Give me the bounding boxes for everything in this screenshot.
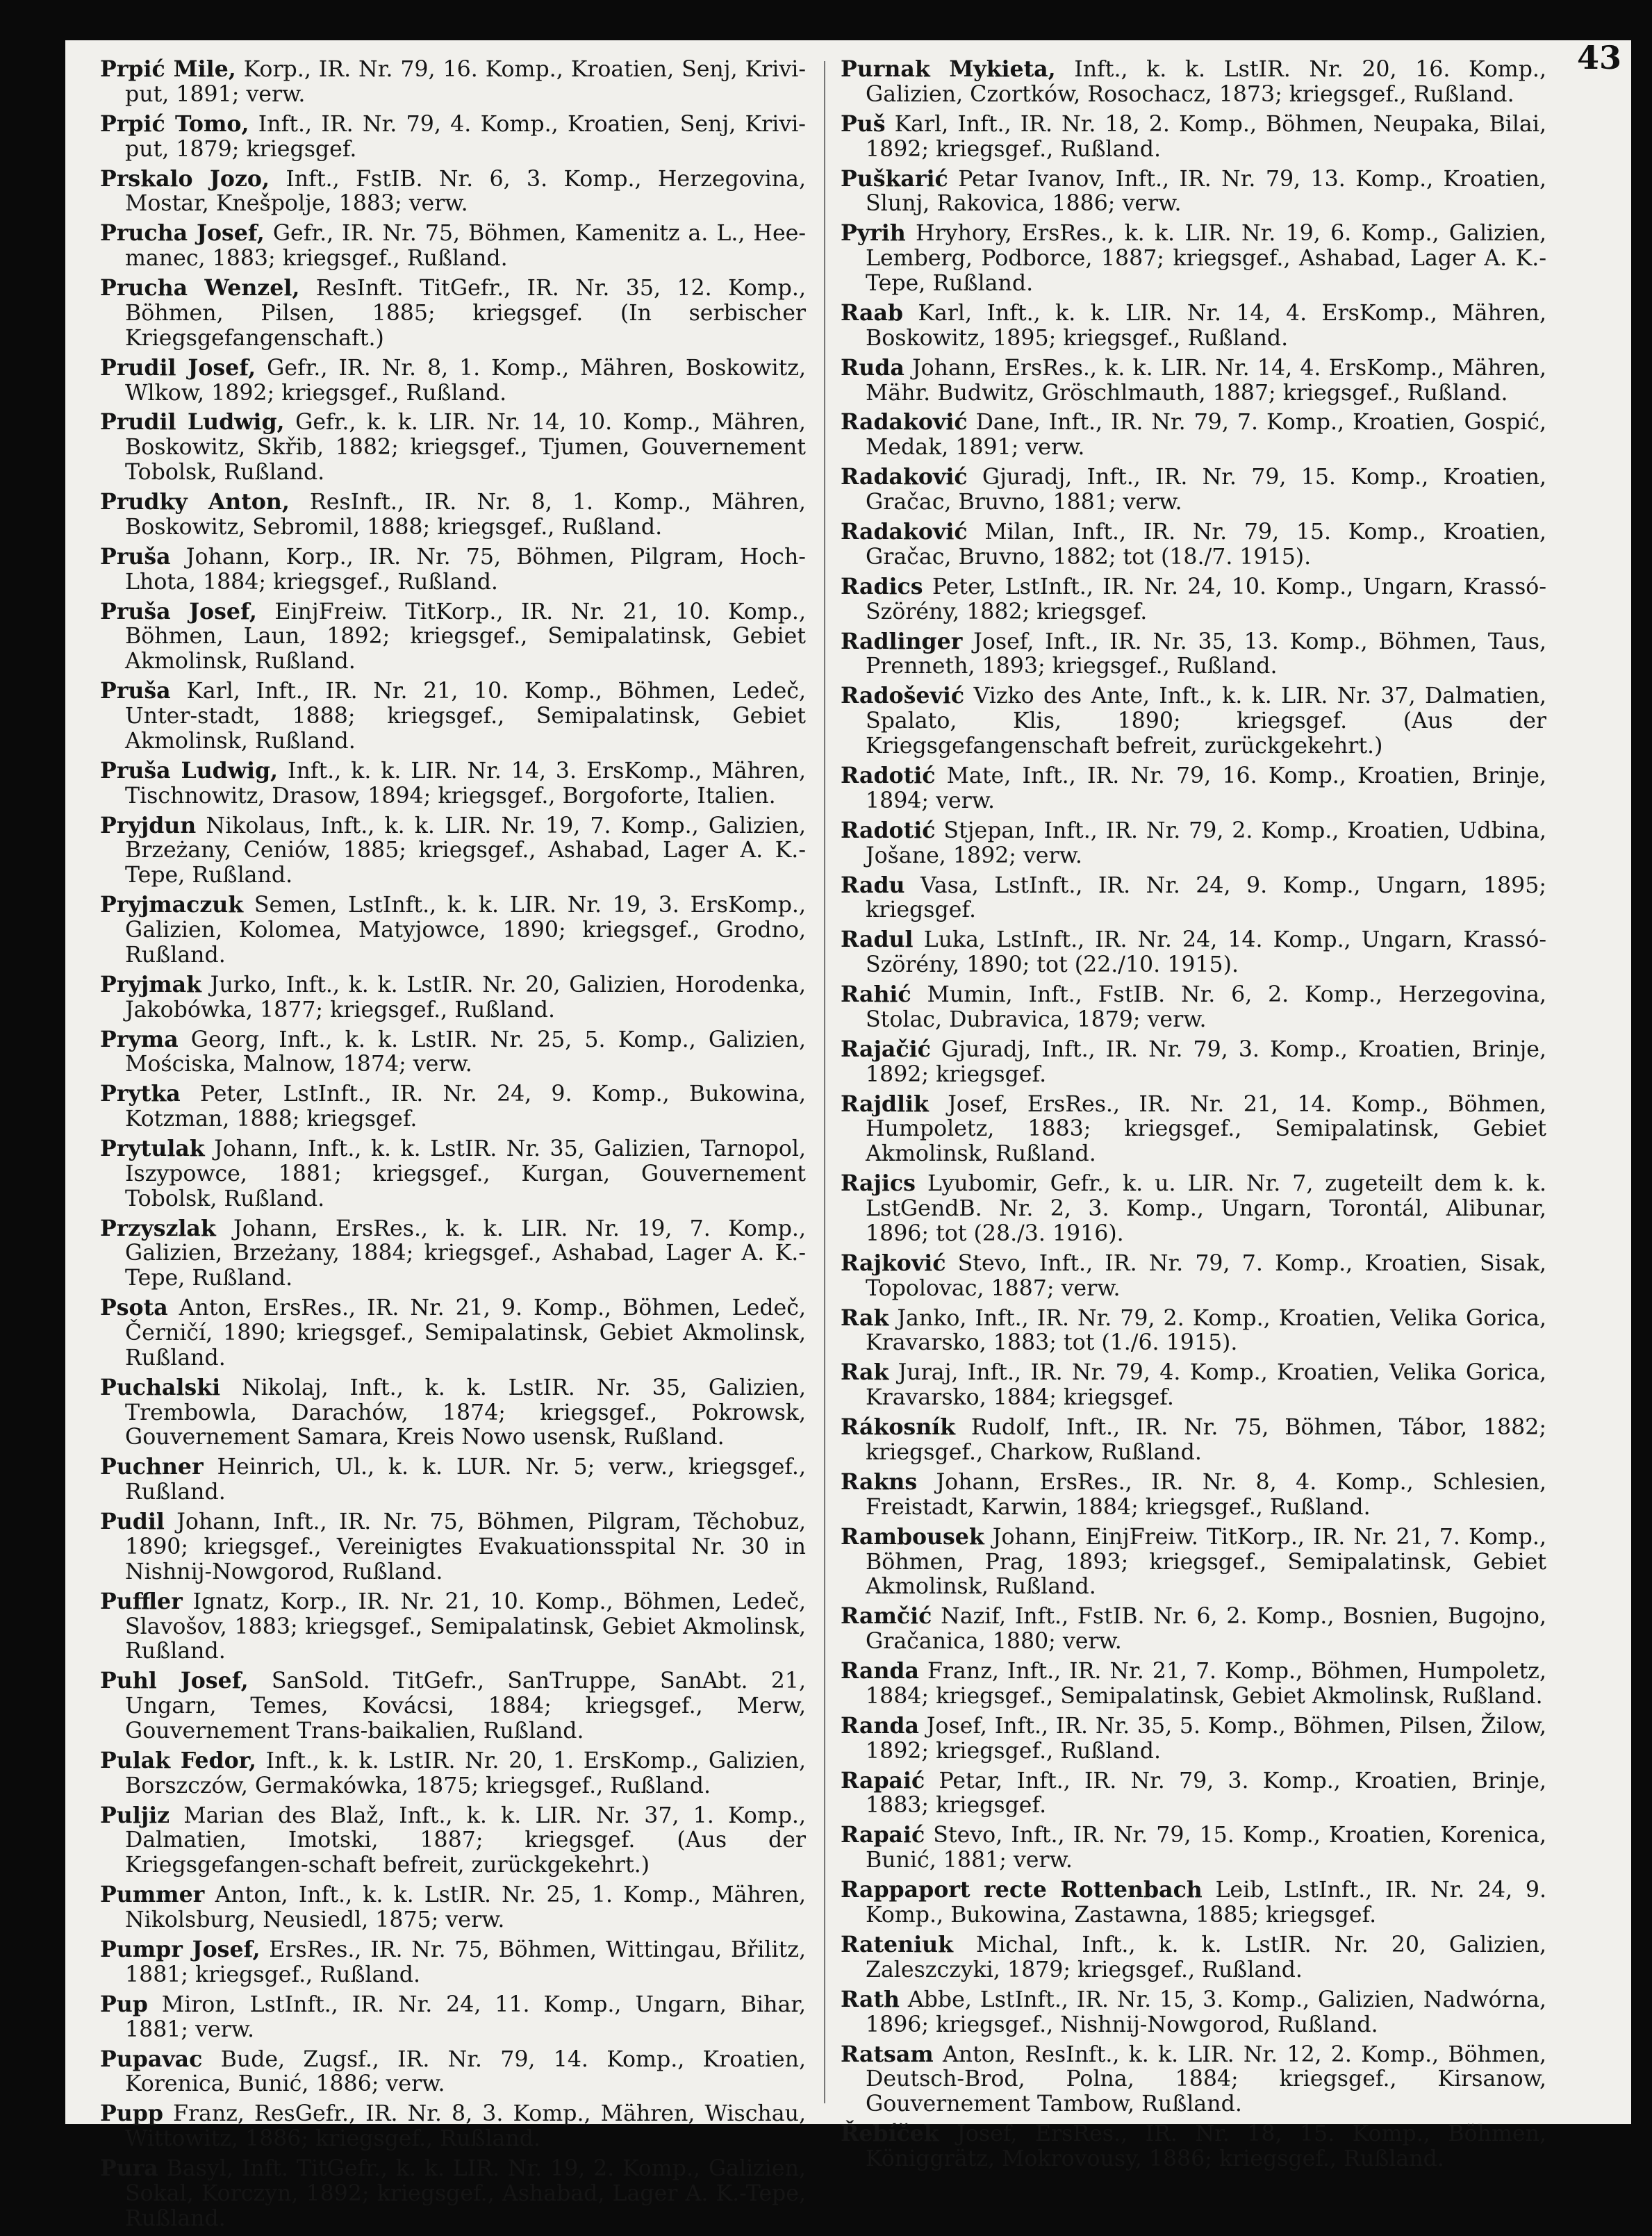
list-entry [841, 1470, 1546, 1521]
list-entry [100, 2101, 806, 2152]
list-entry [841, 112, 1546, 163]
entry-text: Peter, LstInft., IR. Nr. 24, 9. Komp., Bukowina, Kotzman, 1888; kriegsgef. [125, 1082, 806, 1132]
list-entry [100, 1509, 806, 1584]
list-entry [841, 1360, 1546, 1411]
entry-name: Ramčić [841, 1603, 932, 1630]
list-entry [841, 873, 1546, 924]
entry-name: Radotić [841, 762, 936, 788]
list-entry [841, 1306, 1546, 1357]
list-entry [100, 893, 806, 968]
list-entry [841, 1878, 1546, 1928]
entry-name: Radaković [841, 519, 968, 545]
entry-name: Řebíček [841, 2121, 939, 2147]
list-entry [841, 763, 1546, 814]
entry-text: ErsRes., IR. Nr. 75, Böhmen, Wittingau, Břilitz, 1881; kriegsgef., Rußland. [125, 1937, 806, 1987]
page-number: 43 [1576, 39, 1621, 76]
entry-text: Stevo, Inft., IR. Nr. 79, 7. Komp., Kroatien, Sisak, Topolovac, 1887; verw. [866, 1250, 1546, 1301]
list-entry [841, 301, 1546, 351]
entry-name: Pumpr Josef, [100, 1937, 261, 1963]
entry-name: Radics [841, 573, 923, 599]
list-entry [100, 2047, 806, 2098]
entry-text: Mumin, Inft., FstIB. Nr. 6, 2. Komp., Herzegovina, Stolac, Dubravica, 1879; verw. [866, 982, 1547, 1032]
entry-name: Rajačić [841, 1036, 931, 1062]
entry-text: Anton, Inft., k. k. LstIR. Nr. 25, 1. Komp., Mähren, Nikolsburg, Neusiedl, 1875; verw. [125, 1882, 806, 1933]
list-entry [841, 520, 1546, 570]
entry-name: Prudky Anton, [100, 489, 290, 515]
entry-name: Pruša [100, 543, 171, 570]
entry-text: Ignatz, Korp., IR. Nr. 21, 10. Komp., Böhmen, Ledeč, Slavošov, 1883; kriegsgef., Semipalatinsk, Gebiet Akmolinsk, Rußland. [125, 1589, 807, 1664]
list-entry [100, 1589, 806, 1664]
entry-name: Radaković [841, 409, 968, 436]
list-entry [841, 1769, 1546, 1819]
entry-name: Pryjdun [100, 812, 197, 838]
entry-name: Pryma [100, 1026, 179, 1052]
entry-text: Nazif, Inft., FstIB. Nr. 6, 2. Komp., Bosnien, Bugojno, Gračanica, 1880; verw. [866, 1604, 1546, 1655]
entry-name: Puš [841, 110, 886, 137]
entry-name: Prpić Mile, [100, 56, 236, 82]
list-entry [841, 57, 1546, 108]
entry-text: Bude, Zugsf., IR. Nr. 79, 14. Komp., Kroatien, Korenica, Bunić, 1886; verw. [125, 2046, 806, 2097]
entry-text: Franz, ResGefr., IR. Nr. 8, 3. Komp., Mähren, Wischau, Wittowitz, 1886; kriegsgef., Rußland. [125, 2101, 806, 2152]
list-entry [841, 410, 1546, 461]
entry-text: Vasa, LstInft., IR. Nr. 24, 9. Komp., Ungarn, 1895; kriegsgef. [866, 872, 1547, 923]
list-entry [100, 490, 806, 540]
entry-text: Inft., k. k. LstIR. Nr. 20, 16. Komp., Galizien, Czortków, Rosochacz, 1873; kriegsgef., Rußland. [866, 57, 1547, 107]
list-entry [100, 410, 806, 485]
entry-name: Rajković [841, 1250, 946, 1276]
entry-text: EinjFreiw. TitKorp., IR. Nr. 21, 10. Komp., Böhmen, Laun, 1892; kriegsgef., Semipalatinsk, Gebiet Akmolinsk, Rußland. [125, 599, 807, 674]
document-page [65, 39, 1631, 2231]
entry-text: ResInft., IR. Nr. 8, 1. Komp., Mähren, Boskowitz, Sebromil, 1888; kriegsgef., Rußland. [125, 490, 806, 540]
entry-name: Puhl Josef, [100, 1668, 249, 1694]
entry-text: Josef, Inft., IR. Nr. 35, 13. Komp., Böhmen, Taus, Prenneth, 1893; kriegsgef., Rußland. [866, 629, 1546, 679]
list-entry [841, 684, 1546, 759]
entry-name: Rapaić [841, 1767, 925, 1794]
entry-name: Rateniuk [841, 1931, 953, 1957]
entry-text: Nikolaj, Inft., k. k. LstIR. Nr. 35, Galizien, Trembowla, Darachów, 1874; kriegsgef., Pokrowsk, Gouvernement Samara, Kreis Nowo usensk, Rußland. [125, 1375, 807, 1450]
list-entry [100, 1992, 806, 2043]
entry-text: Marian des Blaž, Inft., k. k. LIR. Nr. 37, 1. Komp., Dalmatien, Imotski, 1887; kriegsgef. (Aus der Kriegsgefangen-schaft befreit, zurückgekehrt.) [125, 1803, 807, 1878]
list-entry [841, 1415, 1546, 1466]
list-entry [100, 813, 806, 888]
entry-text: Petar Ivanov, Inft., IR. Nr. 79, 13. Komp., Kroatien, Slunj, Rakovica, 1886; verw. [866, 166, 1546, 217]
entry-name: Raab [841, 299, 904, 326]
entry-text: Josef, ErsRes., IR. Nr. 18, 15. Komp., Böhmen, Königgrätz, Mokrovousy, 1886; kriegsgef., Rußland. [866, 2121, 1547, 2171]
entry-name: Prucha Josef, [100, 220, 265, 247]
entry-text: Semen, LstInft., k. k. LIR. Nr. 19, 3. ErsKomp., Galizien, Kolomea, Matyjowce, 1890; kriegsgef., Grodno, Rußland. [125, 893, 807, 968]
list-entry [841, 465, 1546, 515]
entry-text: Gjuradj, Inft., IR. Nr. 79, 3. Komp., Kroatien, Brinje, 1892; kriegsgef. [866, 1036, 1546, 1087]
entry-text: Janko, Inft., IR. Nr. 79, 2. Komp., Kroatien, Velika Gorica, Kravarsko, 1883; tot (1./6. 1915). [866, 1305, 1546, 1356]
list-entry [100, 1748, 806, 1799]
entry-text: Inft., IR. Nr. 79, 4. Komp., Kroatien, Senj, Krivi-put, 1879; kriegsgef. [125, 111, 806, 162]
entry-name: Rajics [841, 1170, 916, 1197]
list-entry [100, 1082, 806, 1132]
list-entry [841, 2121, 1546, 2172]
entry-text: Leib, LstInft., IR. Nr. 24, 9. Komp., Bukowina, Zastawna, 1885; kriegsgef. [866, 1878, 1547, 1928]
entry-name: Radu [841, 872, 905, 898]
entry-text: Gefr., IR. Nr. 8, 1. Komp., Mähren, Boskowitz, Wlkow, 1892; kriegsgef., Rußland. [125, 355, 806, 406]
entry-name: Pup [100, 1991, 148, 2017]
entry-name: Prudil Josef, [100, 354, 256, 381]
entry-name: Przyszlak [100, 1215, 216, 1241]
list-entry [841, 574, 1546, 625]
entry-name: Pura [100, 2155, 158, 2182]
entry-name: Pupp [100, 2101, 163, 2127]
entry-text: Korp., IR. Nr. 79, 16. Komp., Kroatien, Senj, Krivi-put, 1891; verw. [125, 57, 807, 107]
list-entry [100, 1803, 806, 1878]
entry-name: Radošević [841, 683, 965, 709]
entry-text: Inft., FstIB. Nr. 6, 3. Komp., Herzegovina, Mostar, Knešpolje, 1883; verw. [125, 166, 806, 217]
list-entry [100, 972, 806, 1023]
list-entry [841, 1987, 1546, 2038]
left-column [100, 57, 806, 2236]
entry-name: Prpić Tomo, [100, 110, 249, 137]
entry-name: Pulak Fedor, [100, 1747, 257, 1773]
entry-text: Michal, Inft., k. k. LstIR. Nr. 20, Galizien, Zaleszczyki, 1879; kriegsgef., Rußland. [866, 1932, 1546, 1982]
list-entry [841, 167, 1546, 217]
list-entry [841, 1037, 1546, 1088]
entry-text: Heinrich, Ul., k. k. LUR. Nr. 5; verw., kriegsgef., Rußland. [125, 1455, 806, 1505]
list-entry [100, 1668, 806, 1744]
entry-text: SanSold. TitGefr., SanTruppe, SanAbt. 21, Ungarn, Temes, Kovácsi, 1884; kriegsgef., Merw, Gouvernement Trans-baikalien, Rußland. [125, 1668, 806, 1744]
list-entry [100, 545, 806, 595]
entry-name: Pruša Josef, [100, 598, 257, 624]
list-entry [841, 1251, 1546, 1302]
entry-text: Karl, Inft., IR. Nr. 21, 10. Komp., Böhmen, Ledeč, Unter-stadt, 1888; kriegsgef., Semipalatinsk, Gebiet Akmolinsk, Rußland. [125, 679, 807, 754]
entry-text: Georg, Inft., k. k. LstIR. Nr. 25, 5. Komp., Galizien, Mościska, Malnow, 1874; verw. [125, 1027, 806, 1077]
entry-text: Rudolf, Inft., IR. Nr. 75, Böhmen, Tábor, 1882; kriegsgef., Charkow, Rußland. [866, 1415, 1546, 1465]
list-entry [100, 1295, 806, 1370]
entry-text: Peter, LstInft., IR. Nr. 24, 10. Komp., Ungarn, Krassó-Szörény, 1882; kriegsgef. [866, 574, 1547, 624]
list-entry [841, 982, 1546, 1033]
entry-name: Radotić [841, 817, 936, 843]
list-entry [841, 221, 1546, 296]
list-entry [841, 1823, 1546, 1873]
entry-text: Basyl, Inft. TitGefr., k. k. LIR. Nr. 19, 2. Komp., Galizien, Sokal, Korczyn, 1892; kriegsgef., Ashabad, Lager A. K.-Tepe, Rußland. [125, 2156, 806, 2231]
list-entry [100, 112, 806, 163]
entry-name: Randa [841, 1712, 919, 1739]
entry-text: Johann, EinjFreiw. TitKorp., IR. Nr. 21, 7. Komp., Böhmen, Prag, 1893; kriegsgef., Semipalatinsk, Gebiet Akmolinsk, Rußland. [866, 1524, 1546, 1600]
entry-name: Rákosník [841, 1414, 956, 1441]
entry-text: Hryhory, ErsRes., k. k. LIR. Nr. 19, 6. Komp., Galizien, Lemberg, Podborce, 1887; kriegsgef., Ashabad, Lager A. K.-Tepe, Rußland. [866, 221, 1546, 296]
list-entry [841, 1092, 1546, 1167]
entry-text: Johann, ErsRes., IR. Nr. 8, 4. Komp., Schlesien, Freistadt, Karwin, 1884; kriegsgef., Rußland. [866, 1469, 1546, 1520]
entry-text: Jurko, Inft., k. k. LstIR. Nr. 20, Galizien, Horodenka, Jakobówka, 1877; kriegsgef., Rußland. [125, 972, 806, 1022]
entry-name: Prytka [100, 1081, 181, 1107]
entry-text: Anton, ErsRes., IR. Nr. 21, 9. Komp., Böhmen, Ledeč, Černičí, 1890; kriegsgef., Semipalatinsk, Gebiet Akmolinsk, Rußland. [125, 1295, 806, 1370]
entry-name: Pummer [100, 1882, 205, 1908]
list-entry [100, 221, 806, 272]
entry-name: Puchalski [100, 1374, 221, 1400]
entry-name: Radul [841, 927, 914, 953]
entry-text: Stevo, Inft., IR. Nr. 79, 15. Komp., Kroatien, Korenica, Bunić, 1881; verw. [866, 1823, 1546, 1873]
entry-name: Puljiz [100, 1802, 170, 1828]
entry-name: Rapaić [841, 1822, 925, 1848]
entry-text: Anton, ResInft., k. k. LIR. Nr. 12, 2. Komp., Böhmen, Deutsch-Brod, Polna, 1884; kriegsgef., Kirsanow, Gouvernement Tambow, Rußland. [866, 2042, 1546, 2117]
right-column [841, 57, 1546, 2176]
list-entry [841, 1525, 1546, 1600]
entry-text: Vizko des Ante, Inft., k. k. LIR. Nr. 37, Dalmatien, Spalato, Klis, 1890; kriegsgef. (Aus der Kriegsgefangenschaft befreit, zurückgekehrt.) [866, 684, 1547, 759]
list-entry [841, 2042, 1546, 2117]
entry-text: Karl, Inft., IR. Nr. 18, 2. Komp., Böhmen, Neupaka, Bilai, 1892; kriegsgef., Rußland. [866, 111, 1546, 162]
entry-text: Gefr., IR. Nr. 75, Böhmen, Kamenitz a. L., Hee-manec, 1883; kriegsgef., Rußland. [125, 221, 807, 272]
list-entry [100, 1882, 806, 1933]
entry-name: Rath [841, 1986, 900, 2012]
entry-text: Johann, ErsRes., k. k. LIR. Nr. 14, 4. ErsKomp., Mähren, Mähr. Budwitz, Gröschlmauth, 1887; kriegsgef., Rußland. [866, 355, 1546, 406]
list-entry [100, 1027, 806, 1078]
list-entry [100, 1216, 806, 1291]
entry-text: Abbe, LstInft., IR. Nr. 15, 3. Komp., Galizien, Nadwórna, 1896; kriegsgef., Nishnij-Nowgorod, Rußland. [866, 1987, 1546, 2037]
list-entry [841, 818, 1546, 869]
list-entry [100, 356, 806, 406]
list-entry [100, 1455, 806, 1505]
entry-name: Puškarić [841, 165, 948, 192]
list-entry [841, 1171, 1546, 1246]
entry-text: Franz, Inft., IR. Nr. 21, 7. Komp., Böhmen, Humpoletz, 1884; kriegsgef., Semipalatinsk, Gebiet Akmolinsk, Rußland. [866, 1659, 1546, 1709]
entry-name: Radlinger [841, 628, 963, 654]
entry-name: Psota [100, 1295, 168, 1321]
entry-text: Johann, ErsRes., k. k. LIR. Nr. 19, 7. Komp., Galizien, Brzeżany, 1884; kriegsgef., Ashabad, Lager A. K.-Tepe, Rußland. [125, 1216, 807, 1291]
entry-text: Karl, Inft., k. k. LIR. Nr. 14, 4. ErsKomp., Mähren, Boskowitz, 1895; kriegsgef., Rußland. [866, 300, 1546, 351]
list-entry [100, 1375, 806, 1450]
list-entry [841, 1714, 1546, 1764]
column-divider [824, 61, 825, 2103]
list-entry [100, 599, 806, 674]
list-entry [841, 1659, 1546, 1709]
entry-name: Purnak Mykieta, [841, 56, 1056, 82]
entry-name: Pryjmaczuk [100, 892, 244, 918]
entry-name: Pruša Ludwig, [100, 757, 279, 784]
entry-text: Stjepan, Inft., IR. Nr. 79, 2. Komp., Kroatien, Udbina, Jošane, 1892; verw. [866, 818, 1546, 868]
entry-text: Inft., k. k. LIR. Nr. 14, 3. ErsKomp., Mähren, Tischnowitz, Drasow, 1894; kriegsgef., Borgoforte, Italien. [125, 758, 806, 809]
entry-text: Miron, LstInft., IR. Nr. 24, 11. Komp., Ungarn, Bihar, 1881; verw. [125, 1991, 806, 2042]
entry-name: Rak [841, 1305, 889, 1331]
entry-text: Milan, Inft., IR. Nr. 79, 15. Komp., Kroatien, Gračac, Bruvno, 1882; tot (18./7. 1915). [866, 520, 1546, 570]
entry-name: Ruda [841, 354, 905, 381]
entry-name: Pudil [100, 1509, 165, 1535]
entry-text: Gjuradj, Inft., IR. Nr. 79, 15. Komp., Kroatien, Gračac, Bruvno, 1881; verw. [866, 465, 1546, 515]
entry-name: Rappaport recte Rottenbach [841, 1877, 1203, 1903]
entry-name: Puchner [100, 1454, 204, 1480]
entry-name: Rajdlik [841, 1091, 929, 1117]
entry-text: Luka, LstInft., IR. Nr. 24, 14. Komp., Ungarn, Krassó-Szörény, 1890; tot (22./10. 1915). [866, 927, 1546, 978]
list-entry [841, 1932, 1546, 1983]
entry-name: Rahić [841, 982, 911, 1008]
list-entry [100, 759, 806, 809]
entry-name: Puffler [100, 1588, 183, 1614]
entry-text: Johann, Inft., IR. Nr. 75, Böhmen, Pilgram, Těchobuz, 1890; kriegsgef., Vereinigtes Evakuationsspital Nr. 30 in Nishnij-Nowgorod, Rußland. [125, 1509, 806, 1584]
entry-name: Prucha Wenzel, [100, 275, 300, 301]
list-entry [100, 679, 806, 754]
entry-name: Rakns [841, 1468, 918, 1495]
entry-name: Prskalo Jozo, [100, 165, 270, 192]
entry-name: Prytulak [100, 1136, 205, 1162]
entry-text: Juraj, Inft., IR. Nr. 79, 4. Komp., Kroatien, Velika Gorica, Kravarsko, 1884; kriegsgef. [866, 1360, 1546, 1411]
entry-text: Johann, Inft., k. k. LstIR. Nr. 35, Galizien, Tarnopol, Iszypowce, 1881; kriegsgef., Kurgan, Gouvernement Tobolsk, Rußland. [125, 1136, 806, 1211]
entry-name: Pupavac [100, 2046, 203, 2072]
list-entry [841, 927, 1546, 978]
list-entry [100, 57, 806, 108]
list-entry [100, 2156, 806, 2231]
entry-text: Petar, Inft., IR. Nr. 79, 3. Komp., Kroatien, Brinje, 1883; kriegsgef. [866, 1768, 1546, 1819]
entry-name: Rambousek [841, 1523, 984, 1550]
entry-text: Inft., k. k. LstIR. Nr. 20, 1. ErsKomp., Galizien, Borszczów, Germakówka, 1875; kriegsgef., Rußland. [125, 1748, 807, 1798]
entry-name: Prudil Ludwig, [100, 409, 285, 436]
list-entry [100, 1136, 806, 1211]
entry-text: Gefr., k. k. LIR. Nr. 14, 10. Komp., Mähren, Boskowitz, Skřib, 1882; kriegsgef., Tjumen, Gouvernement Tobolsk, Rußland. [125, 410, 806, 486]
entry-text: Josef, ErsRes., IR. Nr. 21, 14. Komp., Böhmen, Humpoletz, 1883; kriegsgef., Semipalatinsk, Gebiet Akmolinsk, Rußland. [866, 1091, 1546, 1167]
entry-text: Mate, Inft., IR. Nr. 79, 16. Komp., Kroatien, Brinje, 1894; verw. [866, 763, 1547, 813]
list-entry [100, 167, 806, 217]
entry-name: Rak [841, 1359, 889, 1386]
list-entry [841, 629, 1546, 680]
entry-name: Pruša [100, 678, 171, 704]
entry-text: Nikolaus, Inft., k. k. LIR. Nr. 19, 7. Komp., Galizien, Brzeżany, Ceniów, 1885; kriegsgef., Ashabad, Lager A. K.-Tepe, Rußland. [125, 813, 807, 888]
entry-text: ResInft. TitGefr., IR. Nr. 35, 12. Komp., Böhmen, Pilsen, 1885; kriegsgef. (In serbischer Kriegsgefangenschaft.) [125, 276, 806, 351]
list-entry [841, 1604, 1546, 1655]
entry-name: Pryjmak [100, 971, 201, 997]
entry-text: Lyubomir, Gefr., k. u. LIR. Nr. 7, zugeteilt dem k. k. LstGendB. Nr. 2, 3. Komp., Ungarn, Torontál, Alibunar, 1896; tot (28./3. 1916). [866, 1171, 1546, 1246]
list-entry [100, 1937, 806, 1988]
entry-name: Randa [841, 1658, 919, 1684]
entry-text: Johann, Korp., IR. Nr. 75, Böhmen, Pilgram, Hoch-Lhota, 1884; kriegsgef., Rußland. [125, 544, 806, 595]
list-entry [841, 356, 1546, 406]
entry-text: Josef, Inft., IR. Nr. 35, 5. Komp., Böhmen, Pilsen, Žilow, 1892; kriegsgef., Rußland. [866, 1713, 1547, 1764]
list-entry [100, 276, 806, 351]
entry-text: Dane, Inft., IR. Nr. 79, 7. Komp., Kroatien, Gospić, Medak, 1891; verw. [866, 410, 1546, 461]
entry-name: Ratsam [841, 2041, 934, 2067]
entry-name: Radaković [841, 464, 968, 490]
entry-name: Pyrih [841, 220, 906, 247]
